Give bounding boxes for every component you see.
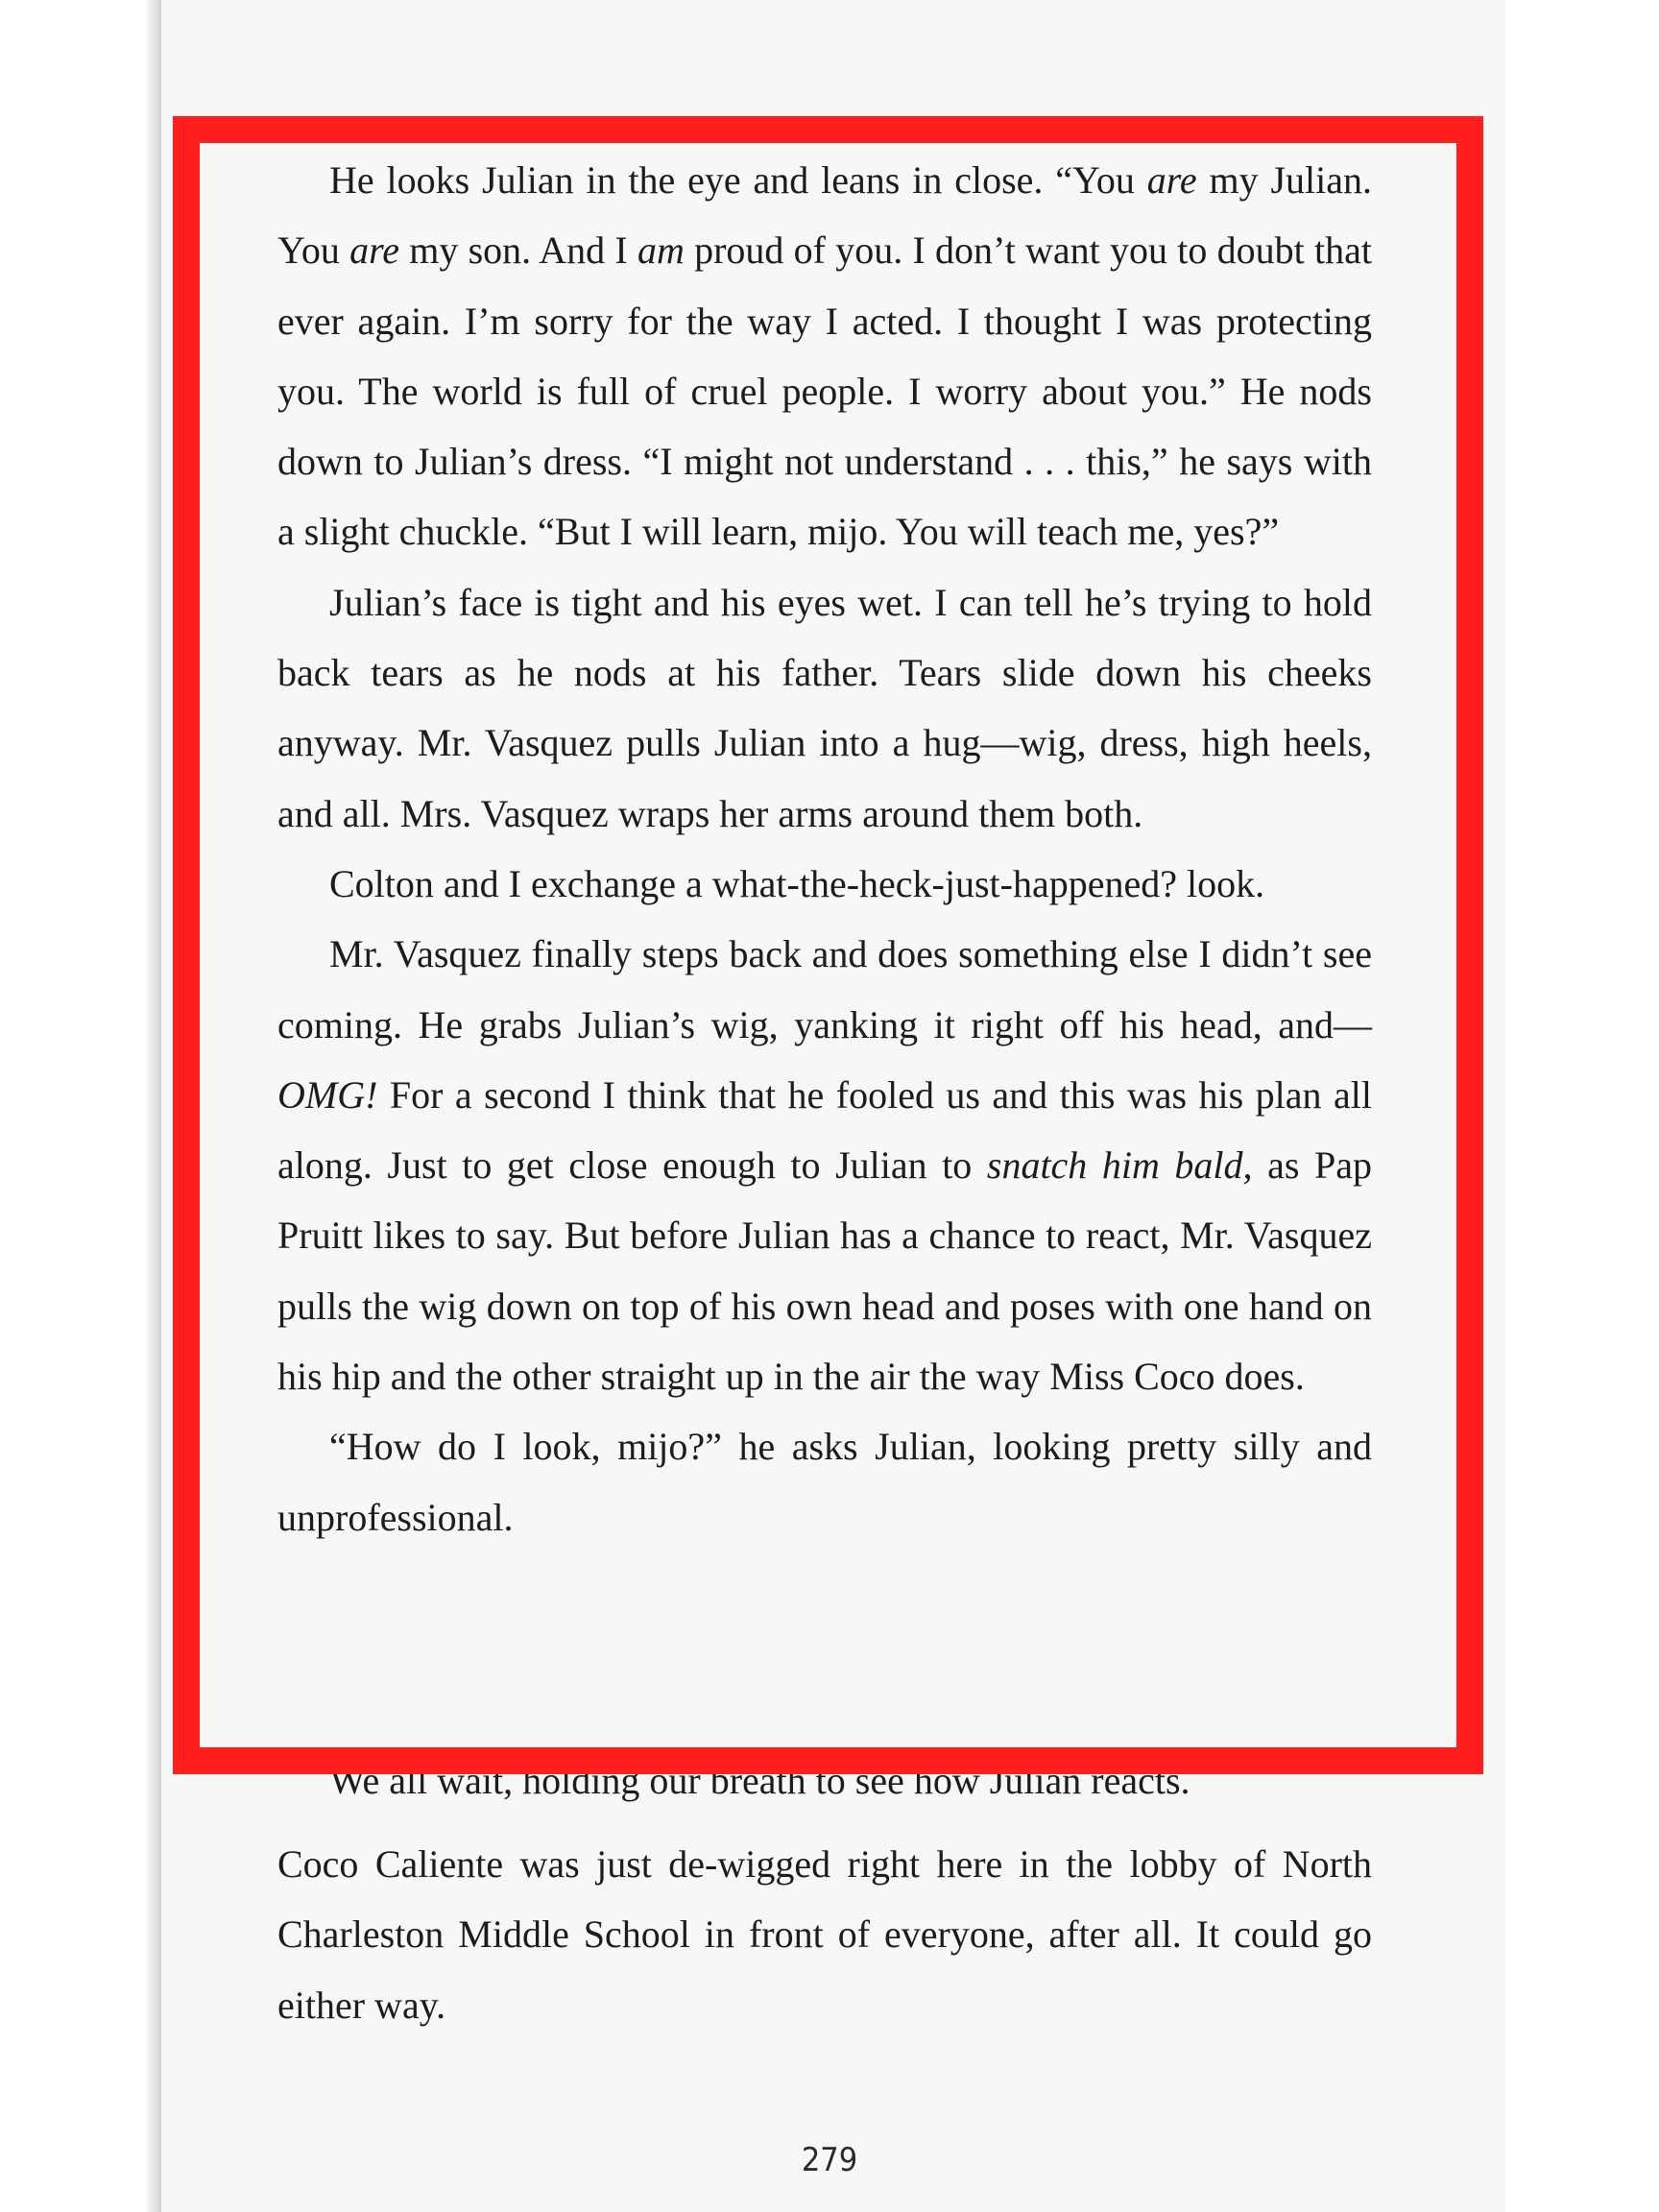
continuation-text: Coco Caliente was just de-wigged right here in the lobby of North Charleston Middle School in front of everyone, after all. It could go either way. [277, 1842, 1372, 2027]
partially-hidden-line [277, 1759, 1372, 1816]
page-number: 279 [801, 2141, 858, 2179]
partially-hidden-line-text: We all wait, holding our breath to see how Julian reacts. [329, 1759, 1190, 1802]
continuation-paragraph [277, 1829, 1372, 2040]
text-segment: Julian’s face is tight and his eyes wet. I can tell he’s trying to hold back tears as he nods at his father. Tears slide down his cheeks anyway. Mr. Vasquez pulls Julian into a hug—wig, dress, high heels, and all. Mrs. Vasquez wraps her arms around them both. [277, 580, 1372, 835]
italic-text: OMG! [277, 1072, 378, 1117]
text-segment: as Pap Pruitt likes to say. But before Julian has a chance to react, Mr. Vasquez pulls the wig down on top of his own head and poses with one hand on his hip and the other straight up in the air the way Miss Coco does. [277, 1143, 1372, 1399]
italic-text: am [637, 228, 685, 273]
text-segment: “How do I look, mijo?” he asks Julian, looking pretty silly and unprofessional. [277, 1425, 1372, 1539]
text-segment: proud of you. I don’t want you to doubt that ever again. I’m sorry for the way I acted. I thought I was protecting you. The world is full of cruel people. I worry about you.” He nods down to Julian’s dress. “I might not understand . . . this,” he says with a slight chuckle. “But I will learn, mijo. You will teach me, yes?” [277, 228, 1372, 554]
text-segment: my son. And I [398, 228, 637, 273]
italic-text: are [1146, 158, 1197, 202]
text-segment: Colton and I exchange a what-the-heck-just-happened? look. [329, 861, 1265, 905]
italic-text: are [349, 228, 399, 273]
text-segment: For a second I think that he fooled us and this was his plan all along. Just to get close enough to Julian to [277, 1072, 1372, 1188]
text-segment: He looks Julian in the eye and leans in close. “You [329, 158, 1147, 202]
text-segment: my Julian. You [277, 158, 1373, 273]
text-segment: Mr. Vasquez finally steps back and does something else I didn’t see coming. He grabs Julian’s wig, yanking it right off his head, and— [277, 932, 1372, 1046]
red-highlight-box [173, 116, 1483, 1774]
italic-text: snatch him bald, [986, 1143, 1253, 1188]
